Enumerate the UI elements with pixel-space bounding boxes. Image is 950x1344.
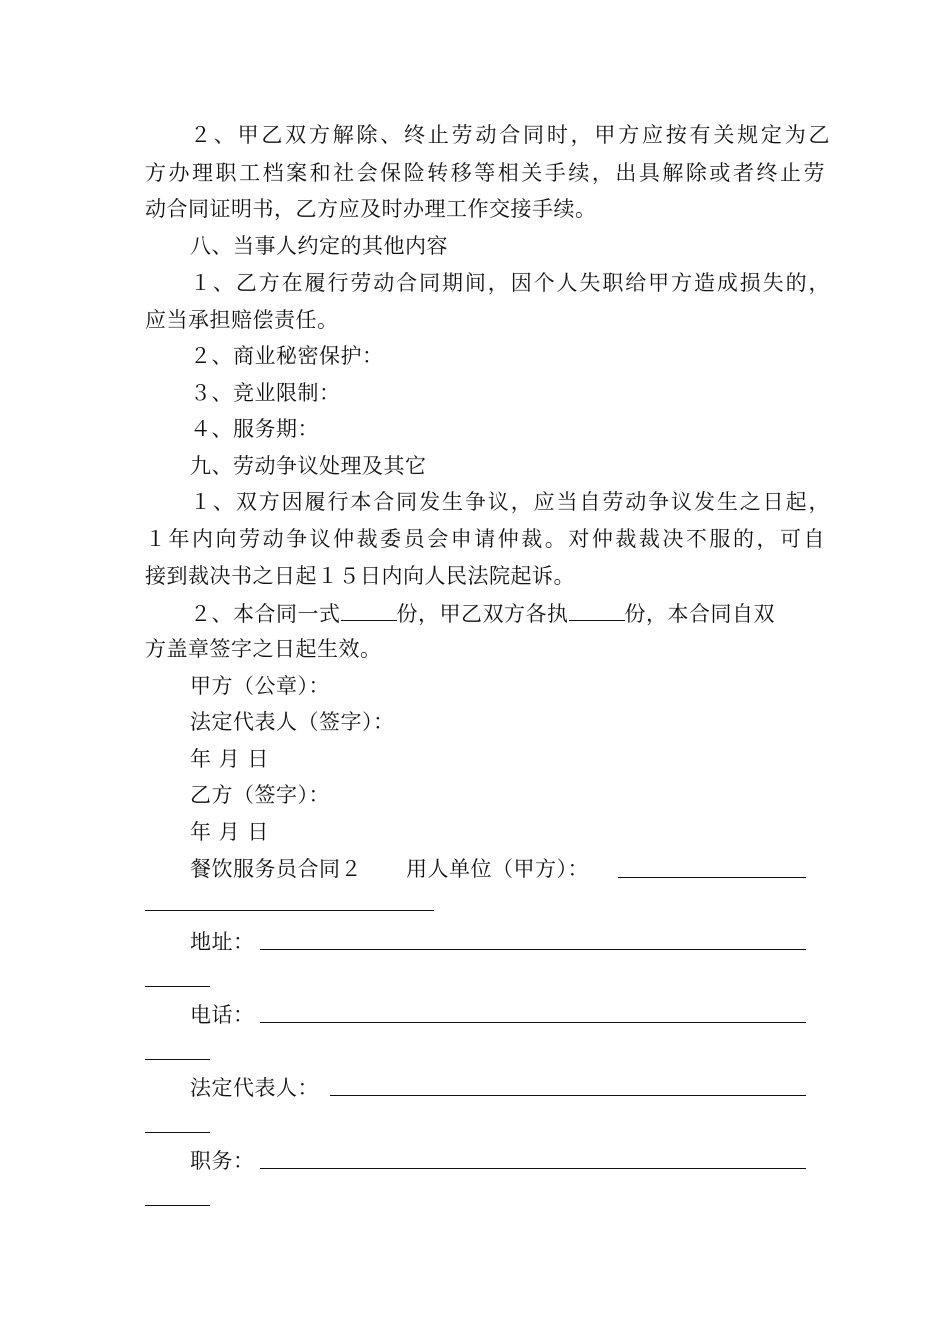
legal-rep-field-underline-cont[interactable] [145,1132,210,1133]
copies-each-blank[interactable] [569,598,625,621]
paragraph-line: 方盖章签字之日起生效。 [145,637,382,661]
paragraph-line: ３、竞业限制： [190,381,341,405]
legal-rep-label: 法定代表人： [190,1076,319,1100]
paragraph-line: 动合同证明书，乙方应及时办理工作交接手续。 [145,197,597,221]
phone-field-underline-cont[interactable] [145,1059,210,1060]
paragraph-line: ４、服务期： [190,417,319,441]
party-b-signature-label: 乙方（签字）： [190,783,330,807]
phone-label: 电话： [190,1003,255,1027]
employer-field-underline-cont[interactable] [145,910,434,911]
paragraph-line: １年内向劳动争议仲裁委员会申请仲裁。对仲裁裁决不服的，可自 [145,527,825,551]
paragraph-line: １、双方因履行本合同发生争议，应当自劳动争议发生之日起， [190,490,830,514]
paragraph-line: 接到裁决书之日起１５日内向人民法院起诉。 [145,564,575,588]
position-label: 职务： [190,1149,255,1173]
address-field-underline-cont[interactable] [145,986,210,987]
party-a-seal-label: 甲方（公章）： [190,674,330,698]
paragraph-line: ２、商业秘密保护： [190,344,384,368]
paragraph-line: 方办理职工档案和社会保险转移等相关手续，出具解除或者终止劳 [145,161,825,185]
address-field-underline[interactable] [260,949,806,950]
position-field-underline-cont[interactable] [145,1205,210,1206]
copies-text-3: 份，本合同自双 [624,602,775,626]
contract-title-line [190,855,830,883]
section-heading: 八、当事人约定的其他内容 [190,234,448,258]
paragraph-line: １、乙方在履行劳动合同期间，因个人失职给甲方造成损失的， [190,271,830,295]
address-label: 地址： [190,930,255,954]
copies-text-1: ２、本合同一式 [190,602,341,626]
contract-title: 餐饮服务员合同２ [190,857,362,881]
legal-rep-field-underline[interactable] [330,1095,806,1096]
copies-text-2: 份，甲乙双方各执 [396,602,569,626]
phone-field-underline[interactable] [260,1022,806,1023]
copies-total-blank[interactable] [341,598,397,621]
employer-field-underline[interactable] [618,877,806,878]
section-heading: 九、劳动争议处理及其它 [190,454,427,478]
copies-line [190,598,830,626]
position-field-underline[interactable] [260,1168,806,1169]
legal-rep-signature-label: 法定代表人（签字）： [190,710,395,734]
date-label: 年 月 日 [190,820,269,844]
employer-label: 用人单位（甲方）： [406,857,589,881]
paragraph-line: 应当承担赔偿责任。 [145,308,339,332]
date-label: 年 月 日 [190,747,269,771]
paragraph-line: ２、甲乙双方解除、终止劳动合同时，甲方应按有关规定为乙 [190,123,830,147]
